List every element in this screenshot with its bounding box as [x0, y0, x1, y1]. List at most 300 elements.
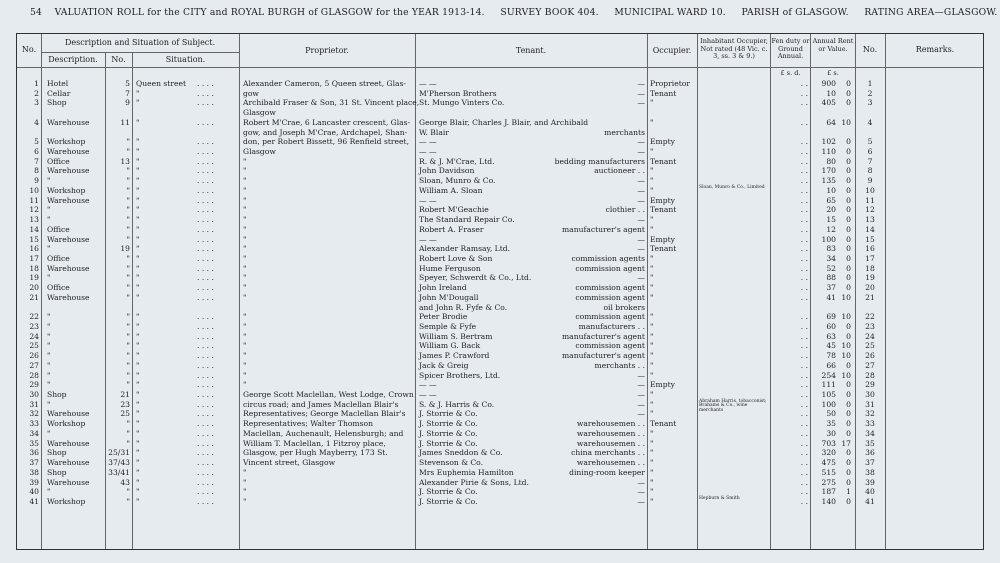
- cell-tenr: —: [637, 399, 645, 409]
- cell-prop: gow: [243, 88, 259, 98]
- cell-rent-l: 80: [826, 156, 836, 166]
- cell-no: 18: [29, 263, 39, 273]
- cell-rent-s: 10: [841, 370, 851, 380]
- cell-no2: 29: [865, 380, 875, 390]
- cell-tenr: bedding manufacturers: [554, 156, 645, 166]
- cell-desc: Cellar: [47, 88, 71, 98]
- cell-rent-s: 0: [846, 166, 851, 176]
- cell-dots: . . . .: [197, 448, 214, 458]
- cell-prop: ": [243, 370, 247, 380]
- cell-rent-s: 0: [846, 88, 851, 98]
- cell-rent-s: 0: [846, 215, 851, 225]
- cell-desc: Warehouse: [47, 166, 90, 176]
- cell-tenr: —: [637, 79, 645, 88]
- cell-sno: ": [126, 292, 130, 302]
- cell-prop: ": [243, 360, 247, 370]
- cell-desc: ": [47, 273, 51, 283]
- cell-no: 12: [29, 205, 39, 215]
- cell-sno: ": [126, 380, 130, 390]
- cell-dots: . . . .: [197, 438, 214, 448]
- cell-desc: ": [47, 322, 51, 331]
- cell-ten: — —: [419, 137, 437, 147]
- cell-desc: ": [47, 360, 51, 370]
- cell-tenr: commission agent: [575, 312, 645, 322]
- cell-rent-l: 69: [826, 312, 836, 322]
- cell-ten: Alexander Pirie & Sons, Ltd.: [419, 477, 529, 487]
- cell-no2: 10: [865, 185, 875, 195]
- table-row: [17, 351, 983, 360]
- table-row: [17, 128, 983, 137]
- cell-no2: 12: [865, 205, 875, 215]
- cell-ten: John M'Dougall: [419, 292, 479, 302]
- cell-dots: . . . .: [197, 156, 214, 166]
- cell-dots: . . . .: [197, 283, 214, 293]
- cell-sit: ": [136, 496, 140, 506]
- cell-tenr: manufacturer's agent: [561, 351, 645, 361]
- cell-desc: Shop: [47, 98, 67, 108]
- cell-rent-s: 0: [846, 409, 851, 419]
- cell-sit: ": [136, 467, 140, 477]
- cell-occ: ": [650, 253, 654, 263]
- cell-rent-s: 0: [846, 137, 851, 147]
- cell-rent-l: 37: [826, 283, 836, 293]
- cell-sno: ": [126, 331, 130, 341]
- cell-sit: ": [136, 322, 140, 331]
- cell-desc: Workshop: [47, 496, 86, 506]
- cell-rent-s: 0: [846, 185, 851, 195]
- cell-desc: Warehouse: [47, 263, 90, 273]
- cell-feu: . .: [800, 224, 808, 234]
- cell-no: 23: [29, 322, 39, 331]
- cell-prop: Glasgow: [243, 147, 276, 157]
- cell-dots: . . . .: [197, 399, 214, 409]
- cell-occ: Empty: [650, 380, 675, 390]
- cell-dots: . . . .: [197, 322, 214, 331]
- cell-sno: 23: [120, 399, 130, 409]
- cell-sno: ": [126, 273, 130, 283]
- cell-sit: ": [136, 185, 140, 195]
- cell-prop: Glasgow, per Hugh Mayberry, 173 St.: [243, 448, 388, 458]
- cell-rent-l: 45: [826, 341, 836, 351]
- cell-feu: . .: [800, 496, 808, 506]
- cell-no2: 3: [867, 98, 873, 108]
- cell-prop: Archibald Fraser & Son, 31 St. Vincent place,: [243, 98, 420, 108]
- cell-no: 13: [29, 215, 39, 225]
- cell-prop: ": [243, 312, 247, 322]
- table-row: [17, 89, 983, 98]
- cell-ten: and John R. Fyfe & Co.: [419, 302, 508, 312]
- cell-rent-l: 515: [821, 467, 836, 477]
- cell-rent-s: 10: [841, 117, 851, 127]
- cell-ten: J. Storrie & Co.: [419, 419, 478, 429]
- cell-rent-s: 0: [846, 477, 851, 487]
- cell-no2: 21: [865, 292, 875, 302]
- cell-sno: ": [126, 147, 130, 157]
- cell-no2: 35: [865, 438, 875, 448]
- rent-units-label: £ s.: [827, 69, 839, 77]
- table-row: [17, 487, 983, 496]
- cell-sno: ": [126, 322, 130, 331]
- cell-feu: . .: [800, 438, 808, 448]
- cell-desc: ": [47, 176, 51, 186]
- cell-desc: Warehouse: [47, 117, 90, 127]
- cell-prop: ": [243, 351, 247, 361]
- cell-sno: ": [126, 428, 130, 438]
- cell-tenr: commission agent: [575, 341, 645, 351]
- cell-dots: . . . .: [197, 195, 214, 205]
- table-row: [17, 458, 983, 467]
- table-row: [17, 371, 983, 380]
- cell-sno: 37/43: [108, 458, 130, 468]
- cell-prop: ": [243, 166, 247, 176]
- col-tenant-header: Tenant.: [515, 46, 547, 55]
- cell-prop: ": [243, 273, 247, 283]
- cell-rent-l: 170: [821, 166, 836, 176]
- cell-no: 31: [29, 399, 39, 409]
- cell-occ: Tenant: [650, 419, 677, 429]
- cell-occ: ": [650, 147, 654, 157]
- cell-ten: George Blair, Charles J. Blair, and Archibald: [419, 117, 589, 127]
- cell-rent-l: 275: [821, 477, 836, 487]
- cell-no2: 40: [865, 487, 875, 497]
- table-row: [17, 176, 983, 185]
- cell-no: 24: [29, 331, 39, 341]
- cell-feu: . .: [800, 234, 808, 244]
- cell-sit: ": [136, 137, 140, 147]
- cell-sno: 9: [125, 98, 130, 108]
- cell-ten: M'Pherson Brothers: [419, 88, 497, 98]
- cell-rent-l: 187: [821, 487, 836, 497]
- cell-rent-l: 100: [821, 234, 836, 244]
- cell-feu: . .: [800, 292, 808, 302]
- cell-dots: . . . .: [197, 487, 214, 497]
- rating-area: RATING AREA—GLASGOW.: [864, 7, 998, 18]
- cell-desc: Workshop: [47, 419, 86, 429]
- cell-rent-l: 900: [821, 79, 836, 88]
- table-row: [17, 215, 983, 224]
- cell-prop: circus road; and James Maclellan Blair's: [243, 399, 399, 409]
- cell-occ: ": [650, 273, 654, 283]
- cell-sno: 11: [120, 117, 130, 127]
- cell-no: 3: [34, 98, 39, 108]
- cell-rent-l: 65: [826, 195, 836, 205]
- cell-sit: Queen street: [136, 79, 187, 88]
- cell-feu: . .: [800, 244, 808, 254]
- col-no-header: No.: [21, 45, 37, 54]
- cell-sit: ": [136, 166, 140, 176]
- table-row: [17, 497, 983, 506]
- cell-no2: 6: [867, 147, 873, 157]
- cell-rent-l: 41: [826, 292, 836, 302]
- cell-desc: ": [47, 399, 51, 409]
- cell-no: 2: [34, 88, 39, 98]
- cell-rent-s: 0: [846, 234, 851, 244]
- cell-tenr: warehousemen . .: [576, 419, 645, 429]
- cell-feu: . .: [800, 428, 808, 438]
- cell-dots: . . . .: [197, 292, 214, 302]
- cell-sno: ": [126, 263, 130, 273]
- cell-no: 22: [29, 312, 39, 322]
- cell-sit: ": [136, 273, 140, 283]
- cell-dots: . . . .: [197, 351, 214, 361]
- table-row: [17, 429, 983, 438]
- cell-rent-s: 0: [846, 467, 851, 477]
- cell-occ: ": [650, 331, 654, 341]
- cell-rent-s: 0: [846, 195, 851, 205]
- cell-no: 15: [29, 234, 39, 244]
- cell-desc: Office: [47, 253, 70, 263]
- cell-ten: J. Storrie & Co.: [419, 496, 478, 506]
- cell-occ: Tenant: [650, 205, 677, 215]
- cell-no2: 4: [867, 117, 873, 127]
- cell-rent-s: 0: [846, 496, 851, 506]
- cell-no2: 15: [865, 234, 875, 244]
- cell-feu: . .: [800, 360, 808, 370]
- col-annual-rent-header: Annual Rent or Value.: [812, 37, 854, 53]
- cell-sit: ": [136, 292, 140, 302]
- cell-ten: — —: [419, 380, 437, 390]
- cell-tenr: —: [637, 195, 645, 205]
- cell-sno: 43: [120, 477, 130, 487]
- cell-no: 6: [34, 147, 39, 157]
- cell-prop: George Scott Maclellan, West Lodge, Crown: [243, 390, 414, 400]
- cell-rent-s: 0: [846, 390, 851, 400]
- table-row: [17, 419, 983, 428]
- cell-sit: ": [136, 360, 140, 370]
- cell-tenr: —: [637, 137, 645, 147]
- table-row: [17, 205, 983, 214]
- cell-no2: 17: [865, 253, 875, 263]
- cell-sno: ": [126, 487, 130, 497]
- cell-no: 34: [29, 428, 39, 438]
- cell-sit: ": [136, 263, 140, 273]
- cell-rent-s: 0: [846, 98, 851, 108]
- cell-sit: ": [136, 448, 140, 458]
- cell-tenr: warehousemen . .: [576, 438, 645, 448]
- cell-rent-l: 475: [821, 458, 836, 468]
- table-row: [17, 409, 983, 418]
- cell-sit: ": [136, 419, 140, 429]
- cell-dots: . . . .: [197, 331, 214, 341]
- cell-occ: ": [650, 409, 654, 419]
- cell-tenr: —: [637, 185, 645, 195]
- cell-sit: ": [136, 205, 140, 215]
- cell-ten: — —: [419, 147, 437, 157]
- cell-rent-l: 405: [821, 98, 836, 108]
- cell-feu: . .: [800, 390, 808, 400]
- cell-no: 26: [29, 351, 39, 361]
- table-row: [17, 264, 983, 273]
- table-row: [17, 235, 983, 244]
- cell-rent-l: 20: [826, 205, 836, 215]
- cell-rent-l: 60: [826, 322, 836, 331]
- cell-desc: Workshop: [47, 185, 86, 195]
- cell-prop: ": [243, 224, 247, 234]
- cell-no2: 34: [865, 428, 875, 438]
- cell-no2: 5: [867, 137, 873, 147]
- table-row: [17, 244, 983, 253]
- table-row: [17, 448, 983, 457]
- table-row: [17, 196, 983, 205]
- cell-prop: ": [243, 156, 247, 166]
- cell-no: 32: [29, 409, 39, 419]
- cell-tenr: —: [637, 380, 645, 390]
- table-row: [17, 332, 983, 341]
- cell-no2: 14: [865, 224, 875, 234]
- cell-no: 10: [29, 185, 39, 195]
- cell-feu: . .: [800, 205, 808, 215]
- cell-ten: S. & J. Harris & Co.: [419, 399, 495, 409]
- cell-tenr: —: [637, 477, 645, 487]
- cell-dots: . . . .: [197, 370, 214, 380]
- cell-sit: ": [136, 351, 140, 361]
- cell-ten: St. Mungo Vinters Co.: [419, 98, 505, 108]
- cell-feu: . .: [800, 419, 808, 429]
- cell-rent-s: 0: [846, 283, 851, 293]
- cell-occ: ": [650, 117, 654, 127]
- cell-ten: R. & J. M'Crae, Ltd.: [419, 156, 495, 166]
- cell-rent-l: 66: [826, 360, 836, 370]
- cell-dots: . . . .: [197, 477, 214, 487]
- cell-sno: 33/41: [108, 467, 130, 477]
- cell-sno: 25/31: [108, 448, 130, 458]
- cell-sno: ": [126, 341, 130, 351]
- cell-prop: William T. Maclellan, 1 Fitzroy place,: [243, 438, 386, 448]
- cell-dots: . . . .: [197, 467, 214, 477]
- cell-sit: ": [136, 283, 140, 293]
- cell-sit: ": [136, 477, 140, 487]
- cell-feu: . .: [800, 156, 808, 166]
- cell-occ: ": [650, 370, 654, 380]
- cell-no2: 18: [865, 263, 875, 273]
- cell-no: 41: [29, 496, 39, 506]
- cell-rent-s: 10: [841, 341, 851, 351]
- parish: PARISH of GLASGOW.: [741, 7, 849, 18]
- cell-no2: 7: [867, 156, 873, 166]
- cell-no2: 33: [865, 419, 875, 429]
- cell-feu: . .: [800, 263, 808, 273]
- cell-tenr: manufacturer's agent: [561, 331, 645, 341]
- cell-sno: ": [126, 351, 130, 361]
- cell-ten: J. Storrie & Co.: [419, 409, 478, 419]
- cell-prop: ": [243, 253, 247, 263]
- cell-tenr: —: [637, 234, 645, 244]
- cell-rent-l: 10: [826, 88, 836, 98]
- cell-ten: Stevenson & Co.: [419, 458, 484, 468]
- cell-ten: Sloan, Munro & Co.: [419, 176, 496, 186]
- cell-ten: William G. Back: [419, 341, 481, 351]
- cell-tenr: oil brokers: [603, 302, 645, 312]
- cell-sno: ": [126, 215, 130, 225]
- cell-rent-s: 0: [846, 253, 851, 263]
- cell-desc: ": [47, 487, 51, 497]
- table-row: [17, 468, 983, 477]
- cell-prop: ": [243, 380, 247, 390]
- cell-sit: ": [136, 253, 140, 263]
- cell-prop: ": [243, 292, 247, 302]
- cell-no2: 22: [865, 312, 875, 322]
- table-row: [17, 303, 983, 312]
- cell-no: 35: [29, 438, 39, 448]
- cell-rent-l: 12: [826, 224, 836, 234]
- cell-prop: gow, and Joseph M'Crae, Ardchapel, Shan-: [243, 127, 408, 137]
- cell-no2: 16: [865, 244, 875, 254]
- cell-ten: J. Storrie & Co.: [419, 438, 478, 448]
- cell-dots: . . . .: [197, 273, 214, 283]
- cell-rent-s: 0: [846, 147, 851, 157]
- cell-occ: ": [650, 312, 654, 322]
- cell-ten: John Ireland: [419, 283, 467, 293]
- cell-tenr: —: [637, 176, 645, 186]
- cell-sit: ": [136, 98, 140, 108]
- cell-desc: ": [47, 244, 51, 254]
- table-row: [17, 398, 983, 413]
- cell-prop: ": [243, 263, 247, 273]
- cell-feu: . .: [800, 370, 808, 380]
- cell-occ: Empty: [650, 137, 675, 147]
- cell-dots: . . . .: [197, 419, 214, 429]
- cell-desc: ": [47, 205, 51, 215]
- cell-ten: Spicer Brothers, Ltd.: [419, 370, 501, 380]
- cell-tenr: —: [637, 409, 645, 419]
- cell-desc: Shop: [47, 467, 67, 477]
- cell-sit: ": [136, 117, 140, 127]
- cell-rent-s: 0: [846, 224, 851, 234]
- cell-rent-l: 52: [826, 263, 836, 273]
- cell-rent-s: 0: [846, 331, 851, 341]
- cell-no: 36: [29, 448, 39, 458]
- cell-sno: ": [126, 496, 130, 506]
- cell-no2: 20: [865, 283, 875, 293]
- cell-no: 21: [29, 292, 39, 302]
- cell-ten: J. Storrie & Co.: [419, 428, 478, 438]
- cell-rent-s: 0: [846, 79, 851, 88]
- table-row: [17, 225, 983, 234]
- cell-desc: Warehouse: [47, 458, 90, 468]
- cell-no2: 1: [867, 79, 873, 88]
- table-row: [17, 293, 983, 302]
- page-number: 54: [30, 7, 43, 18]
- table-row: [17, 478, 983, 487]
- cell-no: 27: [29, 360, 39, 370]
- cell-sno: 5: [125, 79, 130, 88]
- cell-no2: 27: [865, 360, 875, 370]
- cell-no2: 2: [867, 88, 873, 98]
- cell-rent-s: 10: [841, 351, 851, 361]
- cell-rent-l: 105: [821, 390, 836, 400]
- municipal-ward: MUNICIPAL WARD 10.: [614, 7, 726, 18]
- cell-desc: ": [47, 351, 51, 361]
- table-row: [17, 166, 983, 175]
- cell-sit: ": [136, 224, 140, 234]
- cell-sno: ": [126, 185, 130, 195]
- cell-desc: Warehouse: [47, 409, 90, 419]
- cell-desc: ": [47, 380, 51, 390]
- cell-sno: 21: [120, 390, 130, 400]
- cell-feu: . .: [800, 467, 808, 477]
- cell-sit: ": [136, 156, 140, 166]
- cell-dots: . . . .: [197, 496, 214, 506]
- cell-feu: . .: [800, 380, 808, 390]
- cell-no2: 25: [865, 341, 875, 351]
- cell-no2: 38: [865, 467, 875, 477]
- cell-ten: John Davidson: [419, 166, 475, 176]
- cell-occ: ": [650, 448, 654, 458]
- cell-tenr: commission agent: [575, 283, 645, 293]
- cell-feu: . .: [800, 283, 808, 293]
- cell-prop: Representatives; Walter Thomson: [243, 419, 373, 429]
- cell-dots: . . . .: [197, 341, 214, 351]
